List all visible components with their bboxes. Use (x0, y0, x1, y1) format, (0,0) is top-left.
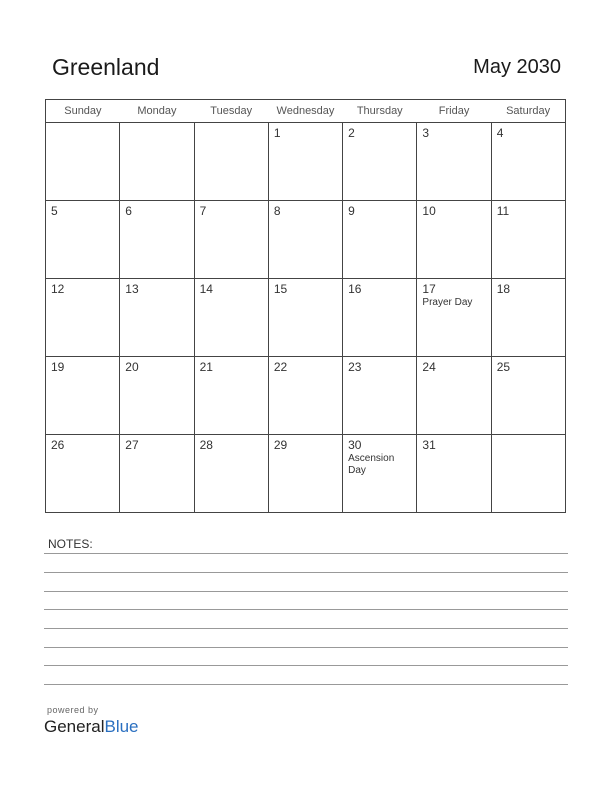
day-number: 3 (422, 126, 430, 140)
day-number: 14 (199, 282, 213, 296)
brand-general: General (44, 717, 105, 736)
notes-line (44, 591, 568, 592)
calendar-day-cell (46, 123, 120, 201)
calendar-day-cell (194, 279, 268, 357)
calendar-day-cell (120, 201, 194, 279)
day-number: 12 (51, 282, 65, 296)
weekday-sunday: Sunday (46, 100, 120, 123)
notes-label: NOTES: (48, 537, 93, 551)
day-number: 23 (348, 360, 362, 374)
calendar-day-cell (268, 357, 342, 435)
calendar-day-cell (491, 279, 565, 357)
calendar-day-cell (46, 357, 120, 435)
day-number: 10 (422, 204, 436, 218)
day-number: 2 (348, 126, 355, 140)
day-number: 26 (51, 438, 65, 452)
day-number: 31 (422, 438, 436, 452)
calendar-day-cell (46, 201, 120, 279)
calendar-day-cell (268, 123, 342, 201)
powered-by-text: powered by (47, 705, 99, 715)
calendar-day-cell (491, 357, 565, 435)
calendar-day-cell (343, 357, 417, 435)
day-number: 18 (496, 282, 511, 296)
calendar-week-row (46, 201, 566, 279)
day-number: 8 (273, 204, 281, 218)
calendar-day-cell (194, 201, 268, 279)
notes-line (44, 628, 568, 629)
weekday-wednesday: Wednesday (268, 100, 342, 123)
day-number: 5 (51, 204, 58, 218)
calendar-day-cell (268, 201, 342, 279)
calendar-day-cell (417, 357, 491, 435)
day-number: 16 (348, 282, 362, 296)
calendar-month-title: May 2030 (473, 56, 561, 78)
day-number: 20 (125, 360, 139, 374)
day-number: 24 (422, 360, 436, 374)
calendar-grid (45, 99, 566, 513)
weekday-monday: Monday (120, 100, 194, 123)
weekday-friday: Friday (417, 100, 491, 123)
day-number: 1 (273, 126, 281, 140)
holiday-label: Prayer Day (422, 297, 473, 308)
brand-blue: Blue (104, 717, 139, 736)
calendar-day-cell (194, 123, 268, 201)
notes-line (44, 665, 568, 666)
day-number: 4 (496, 126, 504, 140)
weekday-tuesday: Tuesday (194, 100, 268, 123)
day-number: 15 (273, 282, 288, 296)
calendar-day-cell (343, 123, 417, 201)
generalblue-logo (44, 717, 139, 737)
calendar-week-row (46, 279, 566, 357)
calendar-day-cell (46, 435, 120, 513)
day-number: 6 (125, 204, 132, 218)
calendar-day-cell (46, 279, 120, 357)
calendar-day-cell (120, 279, 194, 357)
day-number: 9 (348, 204, 355, 218)
notes-line (44, 572, 568, 573)
calendar-week-row (46, 435, 566, 513)
notes-line (44, 684, 568, 685)
weekday-saturday: Saturday (491, 100, 565, 123)
calendar-day-cell (120, 357, 194, 435)
day-number: 11 (496, 204, 510, 218)
calendar-day-cell (268, 279, 342, 357)
calendar-day-cell (417, 279, 491, 357)
calendar-day-cell (120, 123, 194, 201)
day-number: 25 (496, 360, 511, 374)
day-number: 13 (125, 282, 139, 296)
day-number: 27 (125, 438, 139, 452)
notes-line (44, 647, 568, 648)
day-number: 22 (273, 360, 288, 374)
weekday-thursday: Thursday (343, 100, 417, 123)
calendar-day-cell (417, 123, 491, 201)
day-number: 28 (199, 438, 213, 452)
day-number: 30 (348, 438, 362, 452)
calendar-week-row (46, 357, 566, 435)
weekday-header-row (46, 100, 566, 123)
calendar-day-cell (194, 435, 268, 513)
calendar-day-cell (491, 123, 565, 201)
calendar-day-cell (268, 435, 342, 513)
day-number: 21 (199, 360, 213, 374)
calendar-day-cell (343, 279, 417, 357)
day-number: 7 (199, 204, 207, 218)
calendar-week-row (46, 123, 566, 201)
calendar-day-cell (417, 201, 491, 279)
calendar-day-cell (491, 201, 565, 279)
calendar-country-title: Greenland (52, 54, 160, 80)
day-number: 19 (51, 360, 65, 374)
day-number: 17 (422, 282, 436, 296)
notes-line (44, 609, 568, 610)
calendar-day-cell (343, 201, 417, 279)
calendar-day-cell (491, 435, 565, 513)
day-number: 29 (273, 438, 288, 452)
calendar-day-cell (194, 357, 268, 435)
holiday-label: Ascension Day (348, 453, 395, 476)
calendar-day-cell (417, 435, 491, 513)
calendar-day-cell (343, 435, 417, 513)
notes-line (44, 553, 568, 554)
calendar-day-cell (120, 435, 194, 513)
